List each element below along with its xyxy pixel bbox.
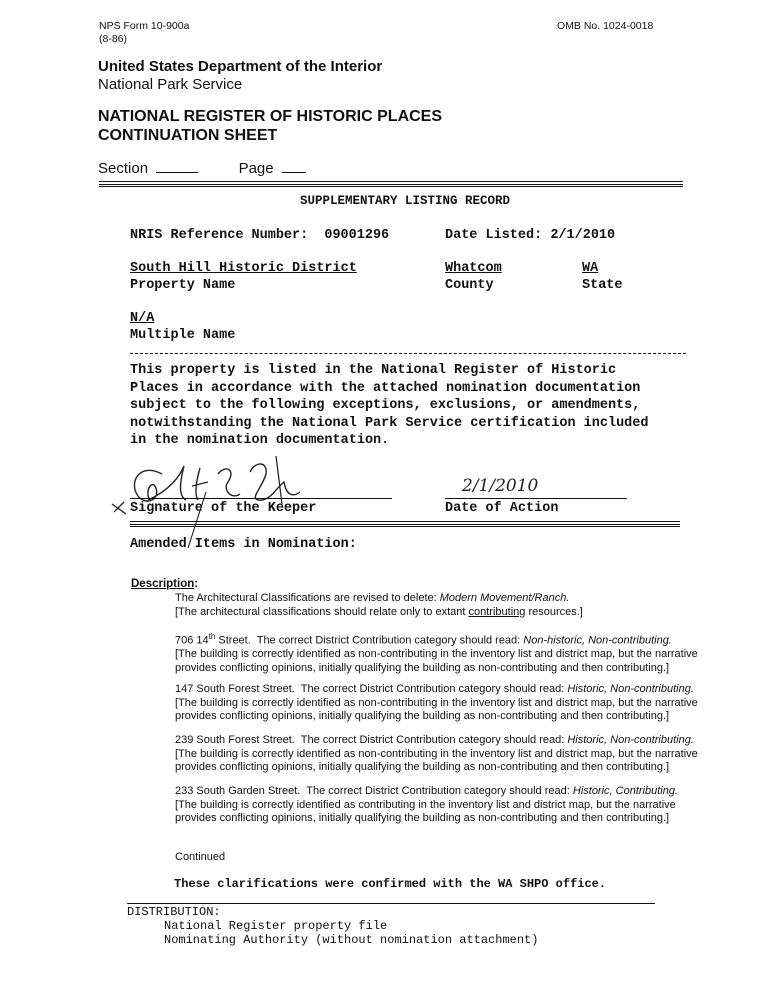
- item-note-line: provides conflicting opinions, initially qualifying the building as non-contributing and then contributing.]: [175, 661, 670, 674]
- item-category: Historic, Contributing.: [572, 785, 679, 797]
- section-field: [98, 160, 306, 177]
- double-rule-top-2: [99, 186, 683, 189]
- description-item: [175, 630, 735, 675]
- item-note-line: [The building is correctly identified as non-contributing in the inventory list and district map, but the narrative: [175, 696, 698, 709]
- item-address-sup: th: [208, 632, 216, 641]
- item-category: Non-historic, Non-contributing.: [523, 634, 672, 647]
- description-item: [175, 785, 735, 826]
- description-intro: [175, 592, 735, 619]
- item-address: 706 14: [175, 634, 209, 647]
- state-value: WA: [582, 261, 599, 276]
- item-note-line: provides conflicting opinions, initially qualifying the building as non-contributing and then contributing.]: [175, 812, 670, 824]
- amended-label: Amended Items in Nomination:: [130, 537, 357, 552]
- date-of-action-label: Date of Action: [445, 501, 559, 516]
- county-value: Whatcom: [445, 261, 502, 276]
- item-address-rest: Street.: [215, 634, 251, 647]
- item-note-line: provides conflicting opinions, initially qualifying the building as non-contributing and then contributing.]: [175, 761, 670, 773]
- description-heading: Description:: [131, 578, 199, 590]
- item-note-line: provides conflicting opinions, initially qualifying the building as non-contributing and then contributing.]: [175, 710, 670, 722]
- distribution-label: DISTRIBUTION:: [127, 905, 221, 919]
- property-name: South Hill Historic District: [130, 261, 357, 276]
- item-category: Historic, Non-contributing.: [567, 683, 694, 695]
- signature-line: [130, 498, 392, 499]
- double-rule-mid: [130, 521, 680, 525]
- item-address: 239 South Forest Street.: [175, 734, 295, 746]
- multiple-name-value: N/A: [130, 311, 155, 326]
- clarification-note: These clarifications were confirmed with the WA SHPO office.: [174, 877, 607, 891]
- document-subtitle: CONTINUATION SHEET: [98, 127, 278, 144]
- document-title: NATIONAL REGISTER OF HISTORIC PLACES: [98, 108, 443, 125]
- date-of-action-line: [445, 498, 627, 499]
- statement-line: notwithstanding the National Park Service certification included: [130, 415, 649, 431]
- item-sentence: The correct District Contribution category should read:: [300, 734, 565, 746]
- item-sentence: The correct District Contribution category should read:: [300, 683, 565, 695]
- item-category: Historic, Non-contributing.: [567, 734, 694, 746]
- statement-line: in the nomination documentation.: [130, 433, 390, 449]
- intro-note-underlined: contributing: [468, 605, 526, 618]
- form-date: (8-86): [99, 33, 128, 45]
- state-label: State: [582, 278, 623, 293]
- item-note-line: [The building is correctly identified as non-contributing in the inventory list and district map, but the narrative: [175, 648, 698, 661]
- page-label: Page: [238, 160, 274, 177]
- distribution-rule: [127, 903, 655, 904]
- statement-line: subject to the following exceptions, exclusions, or amendments,: [130, 398, 641, 414]
- department-name: United States Department of the Interior: [98, 58, 383, 75]
- date-listed-line: [445, 228, 615, 243]
- multiple-name-label: Multiple Name: [130, 328, 236, 343]
- page-blank: [282, 160, 306, 173]
- item-address: 233 South Garden Street.: [175, 785, 301, 797]
- date-listed-value: 2/1/2010: [550, 228, 616, 243]
- item-sentence: The correct District Contribution category should read:: [256, 634, 521, 647]
- item-sentence: The correct District Contribution category should read:: [306, 785, 570, 797]
- double-rule-top: [99, 181, 683, 185]
- listing-statement: [130, 362, 648, 450]
- dashed-rule: [130, 353, 686, 354]
- continued-note: Continued: [175, 851, 226, 863]
- description-heading-text: Description: [131, 578, 195, 590]
- description-item: [175, 734, 735, 775]
- intro-text: The Architectural Classifications are revised to delete:: [175, 592, 437, 604]
- record-heading: SUPPLEMENTARY LISTING RECORD: [300, 194, 511, 208]
- intro-note-pre: [The architectural classifications should relate only to extant: [175, 605, 466, 618]
- form-number: NPS Form 10-900a: [99, 20, 190, 32]
- statement-line: This property is listed in the National Register of Historic: [130, 363, 617, 378]
- item-note-line: [The building is correctly identified as non-contributing in the inventory list and district map, but the narrative: [175, 747, 698, 760]
- nris-label: NRIS Reference Number:: [130, 228, 309, 243]
- distribution-item: Nominating Authority (without nomination attachment): [164, 933, 539, 947]
- date-of-action-value: 2/1/2010: [462, 476, 539, 496]
- statement-line: Places in accordance with the attached nomination documentation: [130, 380, 641, 396]
- property-name-label: Property Name: [130, 278, 236, 293]
- intro-italic: Modern Movement/Ranch.: [439, 592, 570, 604]
- double-rule-mid-2: [130, 526, 680, 527]
- nris-number: 09001296: [324, 228, 390, 243]
- section-label: Section: [98, 160, 149, 177]
- date-listed-label: Date Listed:: [445, 228, 543, 243]
- item-note-line: [The building is correctly identified as contributing in the inventory list and district map, but the narrative: [175, 798, 676, 811]
- distribution-item: National Register property file: [164, 919, 388, 933]
- nris-line: [130, 228, 389, 243]
- agency-name: National Park Service: [98, 76, 243, 93]
- omb-number: OMB No. 1024-0018: [557, 20, 654, 32]
- intro-note-post: resources.]: [528, 605, 583, 618]
- signature-label: Signature of the Keeper: [130, 501, 317, 516]
- county-label: County: [445, 278, 494, 293]
- section-blank: [156, 160, 198, 173]
- description-item: [175, 683, 735, 724]
- item-address: 147 South Forest Street.: [175, 683, 295, 695]
